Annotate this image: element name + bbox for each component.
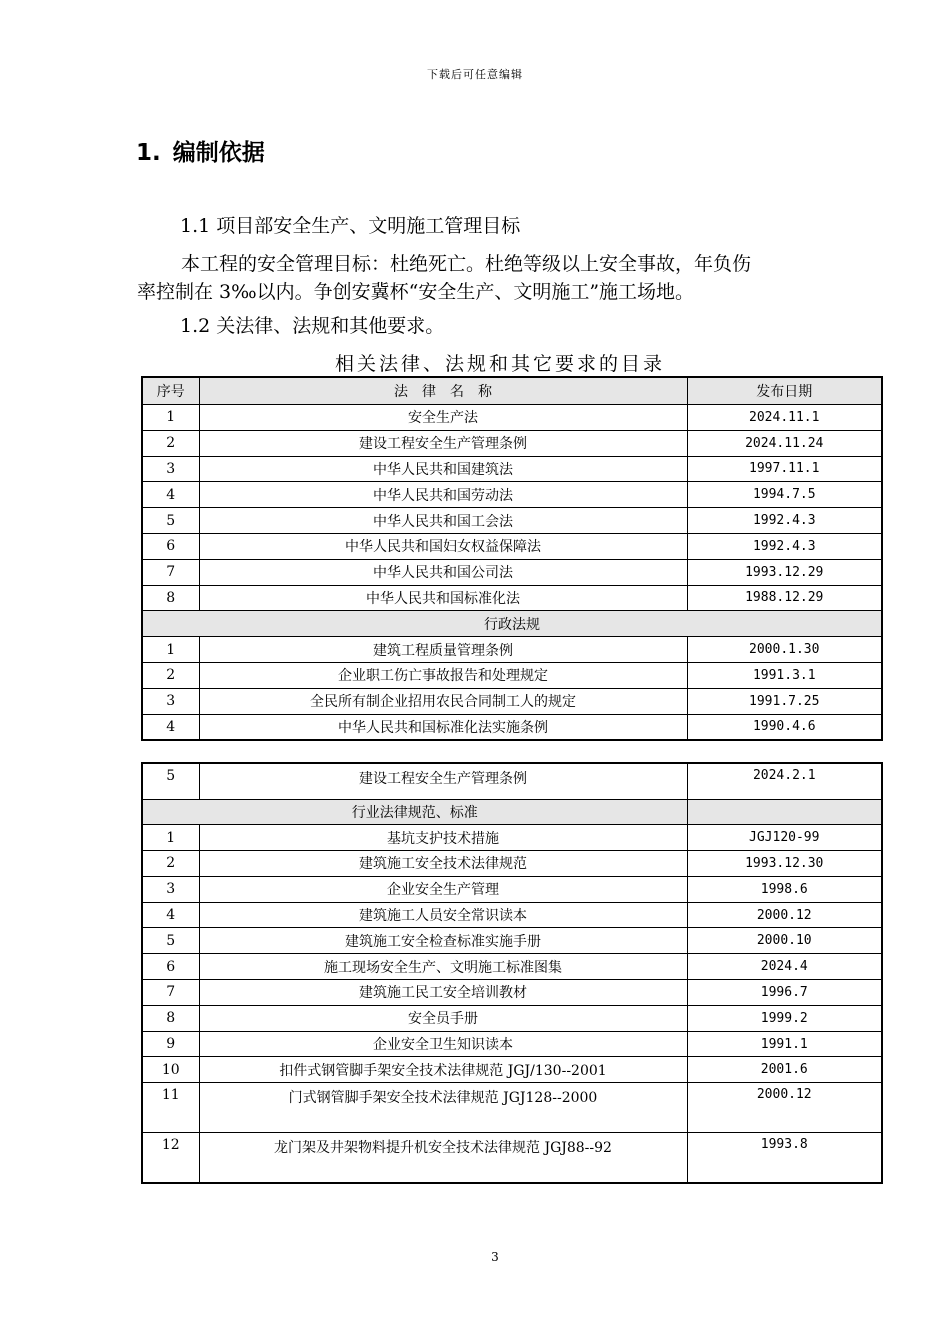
row-date: 2024.11.24 <box>687 430 882 456</box>
row-name: 安全生产法 <box>199 405 687 431</box>
row-no: 1 <box>142 637 199 663</box>
row-date: 1991.3.1 <box>687 662 882 688</box>
row-no: 5 <box>142 928 199 954</box>
row-name: 门式钢管脚手架安全技术法律规范 JGJ128--2000 <box>199 1083 687 1133</box>
row-name: 中华人民共和国建筑法 <box>199 456 687 482</box>
row-no: 8 <box>142 1005 199 1031</box>
row-date: 2024.2.1 <box>687 763 882 799</box>
row-name: 企业职工伤亡事故报告和处理规定 <box>199 662 687 688</box>
row-date: 2000.10 <box>687 928 882 954</box>
table-row <box>142 482 882 508</box>
category-band-row <box>142 799 882 825</box>
row-no: 4 <box>142 482 199 508</box>
row-date: 1991.1 <box>687 1031 882 1057</box>
table-row <box>142 876 882 902</box>
row-no: 5 <box>142 763 199 799</box>
row-name: 中华人民共和国标准化法实施条例 <box>199 714 687 740</box>
row-no: 4 <box>142 714 199 740</box>
table-row <box>142 1031 882 1057</box>
row-name: 扣件式钢管脚手架安全技术法律规范 JGJ/130--2001 <box>199 1057 687 1083</box>
row-name: 中华人民共和国标准化法 <box>199 585 687 611</box>
row-date: 1991.7.25 <box>687 688 882 714</box>
header-note: 下载后可任意编辑 <box>427 68 523 81</box>
admin-band-label: 行政法规 <box>142 611 882 637</box>
row-name: 建筑施工人员安全常识读本 <box>199 902 687 928</box>
table-row <box>142 902 882 928</box>
category-band-row <box>142 611 882 637</box>
row-no: 3 <box>142 456 199 482</box>
table-title: 相关法律、法规和其它要求的目录 <box>334 353 665 375</box>
row-name: 建筑施工民工安全培训教材 <box>199 980 687 1006</box>
table-header-row <box>142 377 882 405</box>
row-date: 1992.4.3 <box>687 508 882 534</box>
subsection-1-2-title: 1.2 关法律、法规和其他要求。 <box>180 315 445 337</box>
row-name: 建设工程安全生产管理条例 <box>199 763 687 799</box>
row-date: 1994.7.5 <box>687 482 882 508</box>
row-no: 1 <box>142 405 199 431</box>
row-no: 7 <box>142 559 199 585</box>
row-no: 5 <box>142 508 199 534</box>
table-row <box>142 688 882 714</box>
table-row <box>142 1133 882 1183</box>
row-date: 1998.6 <box>687 876 882 902</box>
table-row <box>142 559 882 585</box>
row-no: 11 <box>142 1083 199 1133</box>
table-row <box>142 1083 882 1133</box>
row-no: 6 <box>142 533 199 559</box>
row-date: 2024.4 <box>687 954 882 980</box>
row-date: 1999.2 <box>687 1005 882 1031</box>
paragraph-line-1: 本工程的安全管理目标：杜绝死亡。杜绝等级以上安全事故，年负伤 <box>181 253 752 275</box>
row-no: 2 <box>142 851 199 877</box>
row-name: 建设工程安全生产管理条例 <box>199 430 687 456</box>
table-row <box>142 980 882 1006</box>
header-date: 发布日期 <box>687 377 882 405</box>
heading-number: 1. <box>136 140 161 166</box>
regulations-table-part-1 <box>141 376 883 741</box>
row-no: 7 <box>142 980 199 1006</box>
row-date: 1993.12.29 <box>687 559 882 585</box>
table-row <box>142 585 882 611</box>
table-row <box>142 1005 882 1031</box>
row-date: 2000.12 <box>687 902 882 928</box>
row-name: 建筑施工安全检查标准实施手册 <box>199 928 687 954</box>
row-name: 中华人民共和国妇女权益保障法 <box>199 533 687 559</box>
row-no: 9 <box>142 1031 199 1057</box>
row-date: 1996.7 <box>687 980 882 1006</box>
row-no: 4 <box>142 902 199 928</box>
row-name: 建筑施工安全技术法律规范 <box>199 851 687 877</box>
row-name: 建筑工程质量管理条例 <box>199 637 687 663</box>
subsection-1-1-title: 1.1 项目部安全生产、文明施工管理目标 <box>180 215 521 237</box>
table-row <box>142 851 882 877</box>
page-number: 3 <box>491 1250 499 1264</box>
row-no: 3 <box>142 876 199 902</box>
row-no: 1 <box>142 825 199 851</box>
row-name: 基坑支护技术措施 <box>199 825 687 851</box>
row-date: 1993.12.30 <box>687 851 882 877</box>
row-no: 12 <box>142 1133 199 1183</box>
row-no: 8 <box>142 585 199 611</box>
table-row <box>142 456 882 482</box>
table-row <box>142 954 882 980</box>
regulations-table-part-2 <box>141 762 883 1184</box>
paragraph-line-2: 率控制在 3‰以内。争创安冀杯“安全生产、文明施工”施工场地。 <box>137 281 695 303</box>
header-name: 法 律 名 称 <box>199 377 687 405</box>
safety-goal-paragraph <box>137 250 867 306</box>
table-row <box>142 825 882 851</box>
section-heading <box>136 134 265 167</box>
row-name: 中华人民共和国公司法 <box>199 559 687 585</box>
row-name: 企业安全卫生知识读本 <box>199 1031 687 1057</box>
table-row <box>142 662 882 688</box>
table-row <box>142 508 882 534</box>
row-name: 龙门架及井架物料提升机安全技术法律规范 JGJ88--92 <box>199 1133 687 1183</box>
industry-band-label: 行业法律规范、标准 <box>142 799 687 825</box>
row-name: 中华人民共和国工会法 <box>199 508 687 534</box>
row-no: 10 <box>142 1057 199 1083</box>
row-date: 2000.12 <box>687 1083 882 1133</box>
table-row <box>142 430 882 456</box>
table-row <box>142 1057 882 1083</box>
row-date: 2001.6 <box>687 1057 882 1083</box>
heading-text: 编制依据 <box>172 140 265 166</box>
table-row <box>142 405 882 431</box>
header-no: 序号 <box>142 377 199 405</box>
row-no: 2 <box>142 662 199 688</box>
row-no: 2 <box>142 430 199 456</box>
row-no: 3 <box>142 688 199 714</box>
row-name: 中华人民共和国劳动法 <box>199 482 687 508</box>
row-name: 施工现场安全生产、文明施工标准图集 <box>199 954 687 980</box>
row-name: 安全员手册 <box>199 1005 687 1031</box>
row-name: 企业安全生产管理 <box>199 876 687 902</box>
row-date: JGJ120-99 <box>687 825 882 851</box>
row-no: 6 <box>142 954 199 980</box>
band-empty-cell <box>687 799 882 825</box>
row-name: 全民所有制企业招用农民合同制工人的规定 <box>199 688 687 714</box>
row-date: 1992.4.3 <box>687 533 882 559</box>
row-date: 2024.11.1 <box>687 405 882 431</box>
row-date: 1988.12.29 <box>687 585 882 611</box>
table-row <box>142 714 882 740</box>
row-date: 1993.8 <box>687 1133 882 1183</box>
table-row <box>142 637 882 663</box>
row-date: 1997.11.1 <box>687 456 882 482</box>
table-row <box>142 533 882 559</box>
row-date: 1990.4.6 <box>687 714 882 740</box>
table-row <box>142 928 882 954</box>
row-date: 2000.1.30 <box>687 637 882 663</box>
table-row <box>142 763 882 799</box>
